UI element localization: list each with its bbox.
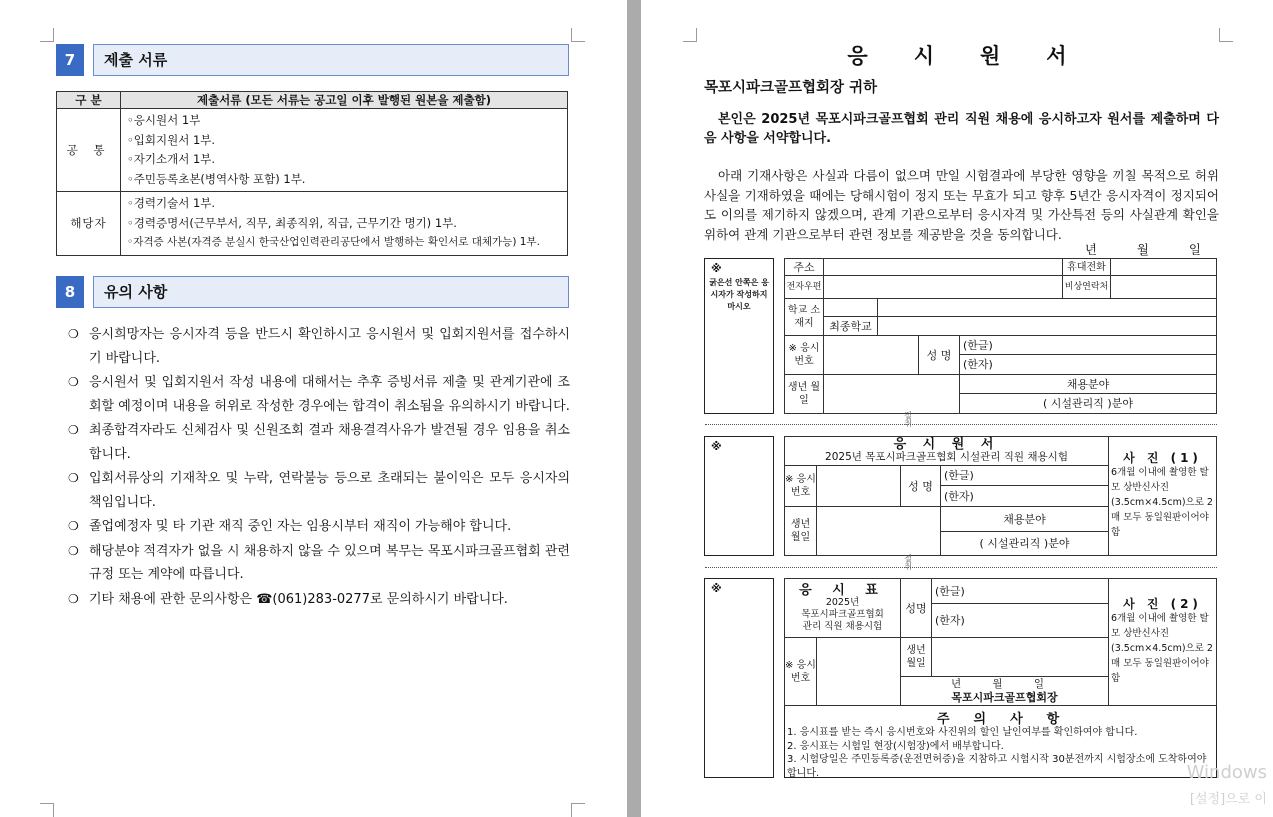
section-8-header	[56, 276, 569, 308]
list-item: ❍ 해당분야 적격자가 없을 시 채용하지 않을 수 있으며 복무는 목포시파크골프협회 관련규정 또는 계약에 따릅니다.	[68, 540, 570, 587]
school-location-field[interactable]	[877, 298, 1217, 317]
exam-number-label: ※ 응시 번호	[784, 465, 817, 507]
list-item: ◦자기소개서 1부.	[127, 152, 216, 166]
section-7-header	[56, 44, 569, 76]
row-items	[121, 109, 568, 192]
page-corner-mark	[40, 28, 54, 42]
exam-number-field	[823, 335, 919, 375]
birth-label: 생년 월일	[900, 637, 932, 677]
field-label: 채용분야	[959, 374, 1217, 394]
photo-description: 6개월 이내에 촬영한 탈모 상반신사진(3.5cm×4.5cm)으로 2매 모두 동일원판이어야 함	[1111, 467, 1213, 538]
school-name-field[interactable]	[823, 298, 878, 317]
form2-mark: ※	[711, 440, 722, 453]
section-number: 7	[56, 44, 84, 76]
name-hanja-field[interactable]: (한자)	[940, 485, 1109, 507]
form3-mark-box	[704, 578, 774, 778]
emergency-label: 비상연락처	[1062, 275, 1111, 299]
table-header-documents: 제출서류 (모든 서류는 공고일 이후 발행된 원본을 제출함)	[121, 92, 568, 109]
notice-title: 주의사항	[937, 712, 1084, 727]
activation-watermark-settings: [설정]으로 이	[1189, 792, 1267, 807]
right-page	[641, 0, 1273, 817]
photo-title: 사 진 (1)	[1123, 451, 1202, 465]
issuer-cell	[900, 676, 1109, 706]
bullet-icon: ❍	[68, 327, 79, 341]
form1-mark: ※	[711, 262, 722, 275]
list-item: ◦응시원서 1부	[127, 113, 201, 127]
list-item: ❍ 최종합격자라도 신체검사 및 신원조회 결과 채용결격사유가 발견될 경우 임용을 취소합니다.	[68, 419, 570, 466]
form3-title-cell	[784, 578, 901, 638]
cut-label: 절 취	[904, 411, 912, 428]
emergency-field[interactable]	[1110, 275, 1217, 299]
section-number: 8	[56, 276, 84, 308]
form2-title-cell	[784, 436, 1109, 466]
page-title: 응시원서	[847, 44, 1113, 68]
name-hangul-field[interactable]: (한글)	[959, 335, 1217, 355]
address-field[interactable]	[823, 258, 1063, 276]
photo-box	[1108, 436, 1217, 556]
cut-label: 절 취	[904, 554, 912, 571]
form1-mark-box	[704, 258, 774, 414]
list-item: ❍ 기타 채용에 관한 문의사항은 ☎(061)283-0277로 문의하시기 바랍니다.	[68, 588, 570, 612]
page-corner-mark	[571, 28, 585, 42]
mobile-label: 휴대전화	[1062, 258, 1111, 276]
birth-label: 생년 월일	[784, 374, 824, 414]
list-item: ❍ 졸업예정자 및 타 기관 재직 중인 자는 임용시부터 재직이 가능해야 합니다.	[68, 515, 570, 539]
page-corner-mark	[40, 803, 54, 817]
bullet-icon: ❍	[68, 423, 79, 437]
form1-note: 굵은선 안쪽은 응시자가 작성하지 마시오	[709, 278, 769, 311]
exam-number-field	[816, 637, 901, 706]
field-value: ( 시설관리직 )분야	[959, 393, 1217, 414]
birth-field[interactable]	[931, 637, 1109, 677]
pledge-text: 본인은 2025년 목포시파크골프협회 관리 직원 채용에 응시하고자 원서를 제출하며 다음 사항을 서약합니다.	[704, 112, 1219, 146]
exam-number-label: ※ 응시 번호	[784, 637, 817, 706]
last-school-label: 최종학교	[823, 316, 878, 336]
notice-list	[787, 726, 1213, 780]
exam-number-field	[816, 465, 901, 507]
date-line: 년 월 일	[1084, 242, 1219, 257]
list-item: ❍ 입회서류상의 기재착오 및 누락, 연락불능 등으로 초래되는 불이익은 모두 응시자의 책임입니다.	[68, 467, 570, 514]
list-item: ◦입회지원서 1부.	[127, 132, 216, 147]
email-label: 전자우편	[784, 275, 824, 299]
documents-table	[56, 91, 568, 256]
table-row	[57, 109, 568, 192]
mobile-field[interactable]	[1110, 258, 1217, 276]
email-field[interactable]	[823, 275, 1063, 299]
list-item: ◦주민등록초본(병역사항 포함) 1부.	[127, 171, 306, 186]
activation-watermark: Windows	[1186, 762, 1267, 783]
form2-mark-box	[704, 436, 774, 556]
list-item: ❍ 응시희망자는 응시자격 등을 반드시 확인하시고 응시원서 및 입회지원서를 접수하시기 바랍니다.	[68, 323, 570, 370]
list-item: 2. 응시표는 시험일 현장(시험장)에서 배부합니다.	[787, 740, 1004, 752]
row-category: 공 통	[57, 109, 121, 192]
cut-line	[705, 424, 1217, 425]
bullet-icon: ❍	[68, 375, 79, 389]
photo-title: 사 진 (2)	[1123, 597, 1202, 611]
form3-org: 목포시파크골프협회	[801, 608, 884, 620]
birth-field[interactable]	[816, 506, 941, 556]
field-label: 채용분야	[940, 506, 1109, 532]
name-hanja-field[interactable]: (한자)	[959, 354, 1217, 375]
school-label: 학교 소재지	[784, 298, 824, 336]
address-label: 주소	[784, 258, 824, 276]
page-corner-mark	[571, 803, 585, 817]
form2-title: 응 시 원 서	[893, 437, 1000, 452]
name-label: 성 명	[918, 335, 960, 375]
name-hangul-field[interactable]: (한글)	[940, 465, 1109, 486]
form3-title: 응 시 표	[799, 582, 886, 598]
list-item: ◦경력증명서(근무부서, 직무, 최종직위, 직급, 근무기간 명기) 1부.	[127, 215, 457, 230]
issue-date: 년 월 일	[950, 678, 1059, 690]
row-category: 해당자	[57, 192, 121, 256]
issuer: 목포시파크골프협회장	[951, 691, 1058, 704]
list-item: 3. 시험당일은 주민등록증(운전면허증)을 지참하고 시험시작 30분전까지 시험장소에 도착하여야 합니다.	[787, 754, 1207, 779]
list-item: ◦경력기술서 1부.	[127, 196, 216, 210]
name-label: 성명	[900, 578, 932, 638]
last-school-field[interactable]	[877, 316, 1217, 336]
left-page	[0, 0, 627, 817]
name-label: 성 명	[900, 465, 941, 507]
bullet-icon: ❍	[68, 591, 79, 606]
photo-box	[1108, 578, 1217, 706]
field-value: ( 시설관리직 )분야	[940, 531, 1109, 556]
list-item: 1. 응시표를 받는 즉시 응시번호와 사진위의 할인 날인여부를 확인하여야 합니다.	[787, 727, 1138, 738]
exam-number-label: ※ 응시 번호	[784, 335, 824, 375]
form3-exam: 관리 직원 채용시험	[802, 620, 883, 632]
photo-description: 6개월 이내에 촬영한 탈모 상반신사진(3.5cm×4.5cm)으로 2매 모두 동일원판이어야 함	[1111, 613, 1213, 684]
table-header-category: 구 분	[57, 92, 121, 109]
bullet-icon: ❍	[68, 543, 79, 558]
body-text: 아래 기재사항은 사실과 다름이 없으며 만일 시험결과에 부당한 영향을 끼칠 목적으로 허위사실을 기재하였을 때에는 당해시험이 정지 또는 무효가 되고 향후 5년간 응시자격이 정지되어도 이의를 제기하지 않겠으며, 관계 기관으로부터 응시자격 및 가산특전 등의 사실관계 확인을 위하여 관계 기관으로부터 관련 정보를 제공받을 것을 동의합니다.	[704, 168, 1219, 242]
form3-mark: ※	[711, 582, 722, 595]
row-items	[121, 192, 568, 256]
cut-line	[705, 567, 1217, 568]
notes-list	[68, 323, 570, 611]
name-hanja-field[interactable]: (한자)	[931, 603, 1109, 638]
birth-field[interactable]	[823, 374, 960, 414]
name-hangul-field[interactable]: (한글)	[931, 578, 1109, 604]
recipient: 목포시파크골프협회장 귀하	[704, 80, 878, 96]
section-title: 유의 사항	[93, 276, 569, 308]
section-title: 제출 서류	[93, 44, 569, 76]
form2-subtitle: 2025년 목포시파크골프협회 시설관리 직원 채용시험	[825, 451, 1068, 463]
bullet-icon: ❍	[68, 519, 79, 533]
table-row	[57, 192, 568, 256]
list-item: ❍ 응시원서 및 입회지원서 작성 내용에 대해서는 추후 증빙서류 제출 및 관계기관에 조회할 예정이며 내용을 허위로 작성한 경우에는 합격이 취소됨을 유의하시기 바랍니다.	[68, 371, 570, 418]
bullet-icon: ❍	[68, 471, 79, 485]
list-item: ◦자격증 사본(자격증 분실시 한국산업인력관리공단에서 발행하는 확인서로 대체가능) 1부.	[127, 236, 540, 248]
birth-label: 생년 월일	[784, 506, 817, 556]
form3-year: 2025년	[825, 596, 860, 608]
